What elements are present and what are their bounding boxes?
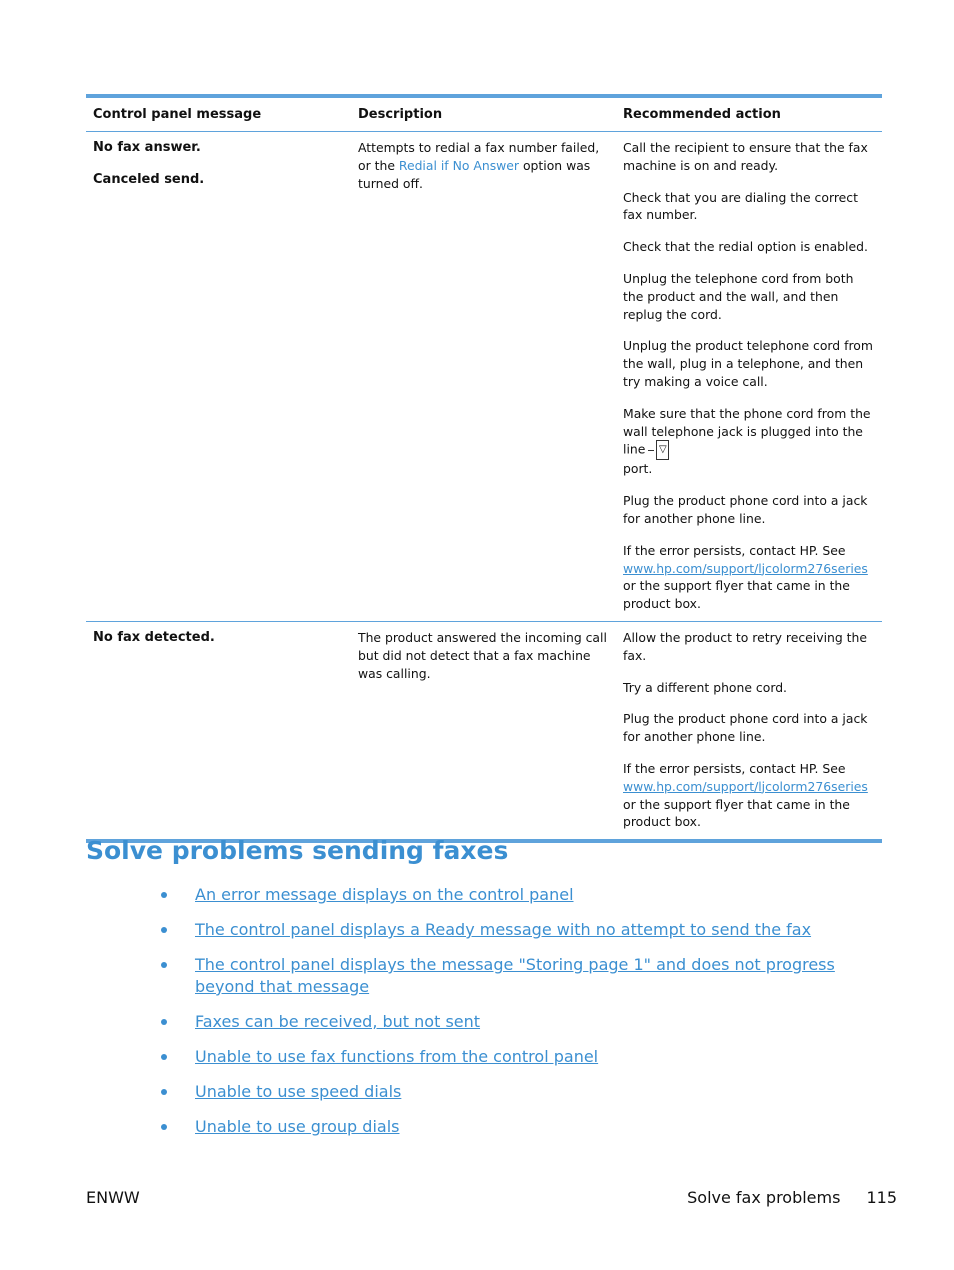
header-recommended-action: Recommended action: [616, 98, 882, 132]
bullet-icon: [161, 1054, 167, 1060]
action-text: Plug the product phone cord into a jack for another phone line.: [623, 711, 868, 745]
fax-error-table: [86, 94, 882, 843]
action-text-part: port.: [623, 461, 653, 477]
action-text: Try a different phone cord.: [623, 679, 787, 695]
table-header-row: [86, 98, 882, 132]
page-number: 115: [866, 1188, 897, 1207]
description-text-part: option was turned off.: [358, 157, 591, 191]
action-text: Unplug the telephone cord from both the product and the wall, and then replug the cord.: [623, 270, 854, 322]
message-text: No fax answer.: [93, 140, 201, 155]
topic-link[interactable]: Faxes can be received, but not sent: [195, 1012, 481, 1031]
footer-edition: ENWW: [86, 1188, 140, 1207]
action-text: Allow the product to retry receiving the fax.: [623, 629, 868, 663]
footer-page-info: [687, 1188, 897, 1207]
description-text: [358, 139, 609, 192]
bullet-icon: [161, 892, 167, 898]
topic-link[interactable]: The control panel displays the message "Storing page 1" and does not progress beyond that message: [195, 955, 835, 996]
topic-link[interactable]: Unable to use speed dials: [195, 1082, 402, 1101]
topic-link[interactable]: Unable to use group dials: [195, 1117, 400, 1136]
message-text: No fax detected.: [93, 629, 215, 645]
contact-text-part: If the error persists, contact HP. See: [623, 542, 846, 558]
phone-line-port-icon: ▽: [656, 440, 669, 460]
action-text: Check that the redial option is enabled.: [623, 239, 868, 255]
table-row: [86, 621, 882, 839]
list-item: [160, 1011, 860, 1033]
footer-section-name: Solve fax problems: [687, 1188, 841, 1207]
contact-hp-text: [623, 760, 875, 831]
description-cell: [351, 132, 616, 622]
bullet-icon: [161, 1089, 167, 1095]
bullet-icon: [161, 962, 167, 968]
action-text: Call the recipient to ensure that the fax machine is on and ready.: [623, 140, 868, 173]
hp-support-link[interactable]: www.hp.com/support/ljcolorm276series: [623, 778, 868, 794]
description-text: The product answered the incoming call but did not detect that a fax machine was calling.: [358, 629, 607, 681]
topic-link[interactable]: The control panel displays a Ready message with no attempt to send the fax: [195, 920, 812, 939]
contact-text-part: or the support flyer that came in the product box.: [623, 796, 850, 830]
list-item: [160, 954, 860, 998]
message-cell: [86, 132, 351, 622]
topic-link[interactable]: An error message displays on the control panel: [195, 885, 574, 904]
header-control-panel-message: Control panel message: [86, 98, 351, 132]
message-cell: [86, 621, 351, 839]
header-description: Description: [351, 98, 616, 132]
action-text: Check that you are dialing the correct fax number.: [623, 189, 858, 223]
list-item: [160, 919, 860, 941]
list-item: [160, 1081, 860, 1103]
topic-link-list: [160, 884, 860, 1151]
bullet-icon: [161, 1124, 167, 1130]
redial-option-link[interactable]: Redial if No Answer: [398, 157, 520, 173]
line-port-dash: [648, 450, 654, 451]
hp-support-link[interactable]: www.hp.com/support/ljcolorm276series: [623, 560, 868, 576]
action-text-part: Make sure that the phone cord from the wall telephone jack is plugged into the line: [623, 405, 871, 457]
list-item: [160, 1116, 860, 1138]
contact-text-part: or the support flyer that came in the product box.: [623, 578, 850, 612]
action-text: Unplug the product telephone cord from the wall, plug in a telephone, and then try making a voice call.: [623, 338, 873, 389]
contact-hp-text: [623, 542, 875, 613]
description-cell: [351, 621, 616, 839]
action-cell: [616, 132, 882, 622]
table-row: [86, 132, 882, 622]
bullet-icon: [161, 1019, 167, 1025]
bullet-icon: [161, 927, 167, 933]
message-text: Canceled send.: [93, 171, 205, 187]
contact-text-part: If the error persists, contact HP. See: [623, 760, 846, 776]
section-title: Solve problems sending faxes: [86, 836, 509, 865]
list-item: [160, 1046, 860, 1068]
action-text: Plug the product phone cord into a jack for another phone line.: [623, 493, 868, 526]
action-cell: [616, 621, 882, 839]
list-item: [160, 884, 860, 906]
topic-link[interactable]: Unable to use fax functions from the control panel: [195, 1047, 599, 1066]
description-text-part: Attempts to redial a fax number failed, or the: [358, 140, 600, 173]
action-text-line-port: [623, 405, 875, 478]
